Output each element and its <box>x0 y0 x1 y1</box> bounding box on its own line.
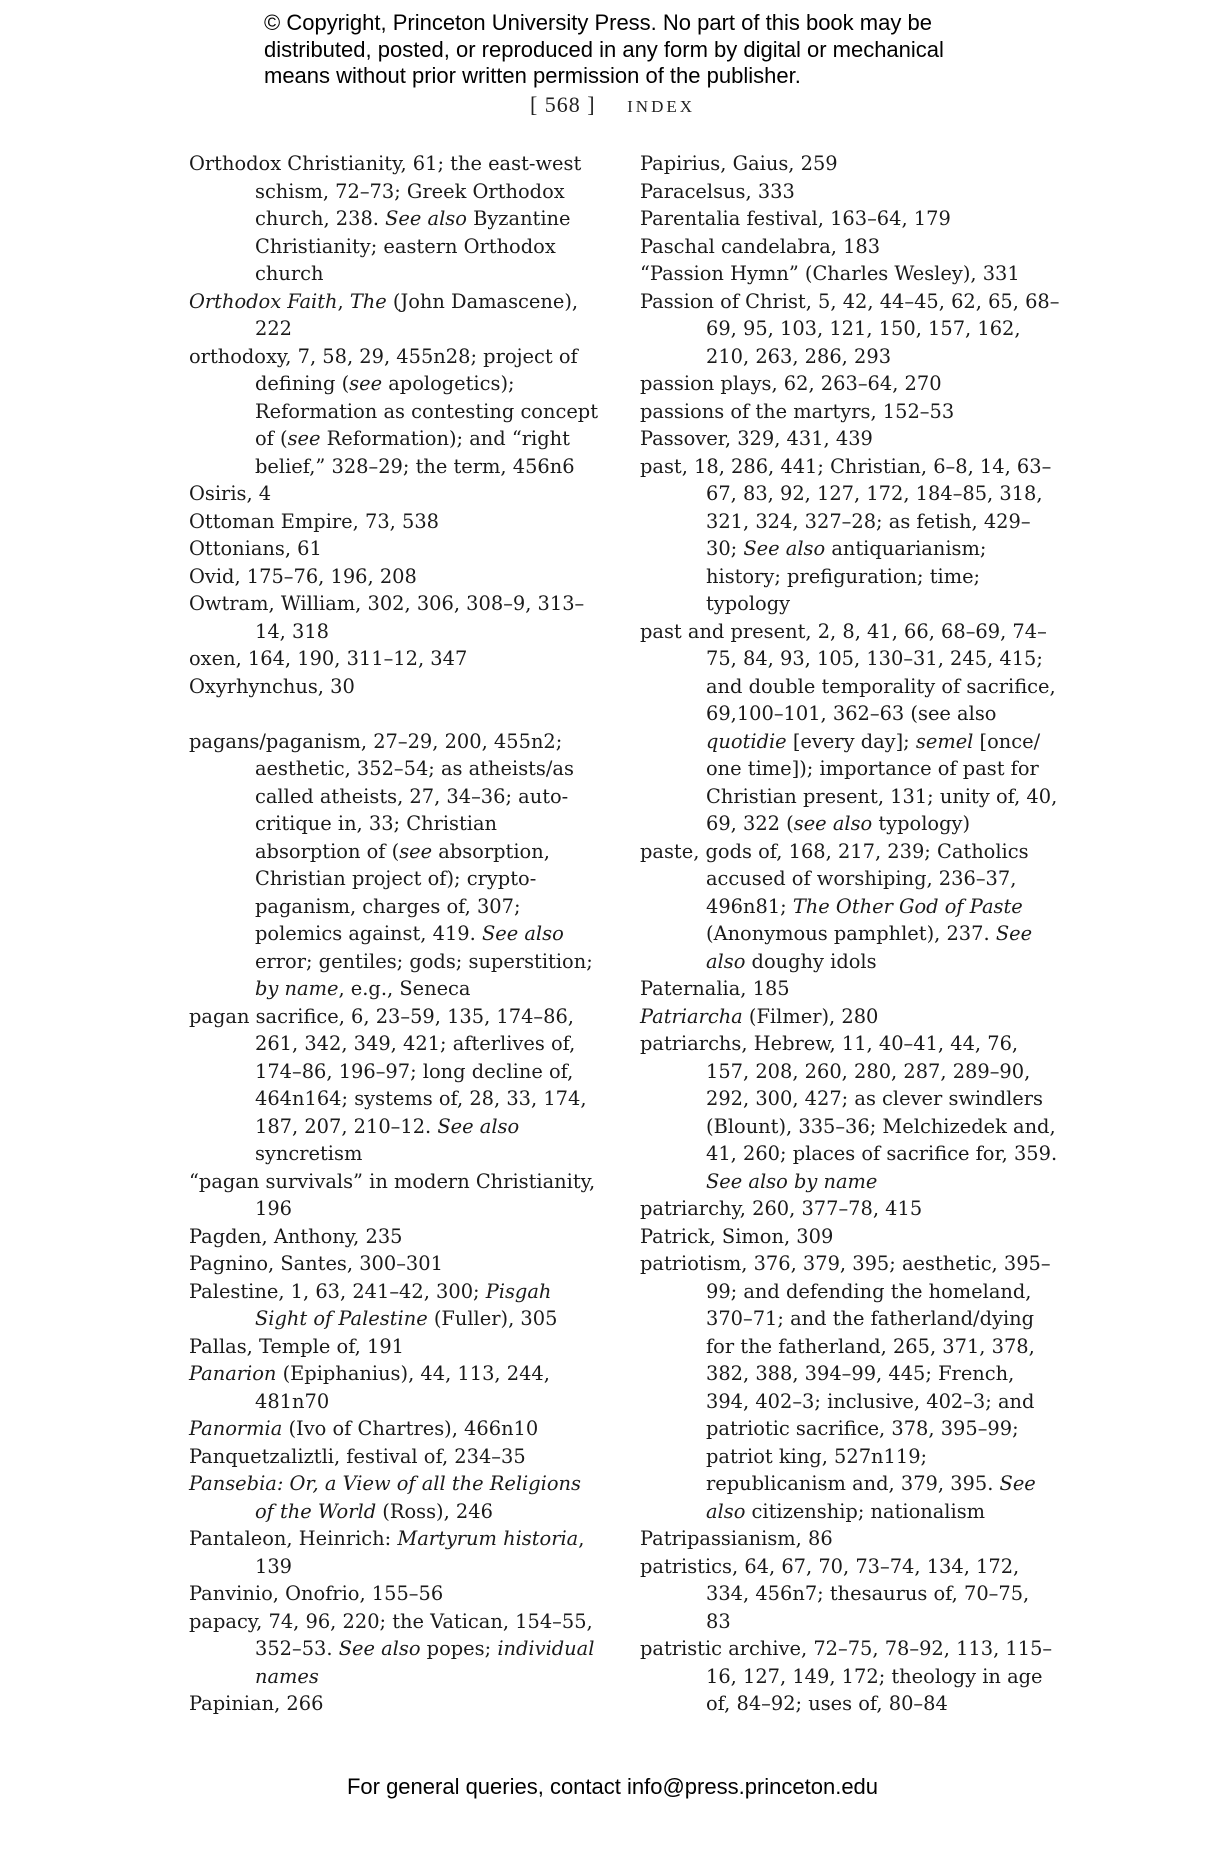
index-entry: Patriarcha (Filmer), 280 <box>640 1004 879 1028</box>
index-entry: Panquetzaliztli, festival of, 234–35 <box>189 1444 526 1468</box>
index-entry: patristics, 64, 67, 70, 73–74, 134, 172, 334, 456n7; thesaurus of, 70–75, 83 <box>640 1554 1030 1633</box>
index-entry: patriotism, 376, 379, 395; aesthetic, 395–99; and defending the homeland, 370–71; and the fatherland/dying for the fatherland, 265, 371, 378, 382, 388, 394–99, 445; French, 394, 402–3; inclusive, 402–3; and patriotic sacrifice, 378, 395–99; patriot king, 527n119; republicanism and, 379, 395. See also citizenship; nationalism <box>640 1252 1051 1523</box>
index-entry: Paschal candelabra, 183 <box>640 234 881 258</box>
page-number: [ 568 ] <box>529 92 596 117</box>
index-entry: Ottoman Empire, 73, 538 <box>189 509 439 533</box>
index-entry: Parentalia festival, 163–64, 179 <box>640 207 951 230</box>
index-entry: Palestine, 1, 63, 241–42, 300; Pisgah Sight of Palestine (Fuller), 305 <box>189 1279 558 1330</box>
index-entry: Passion of Christ, 5, 42, 44–45, 62, 65, 68–69, 95, 103, 121, 150, 157, 162, 210, 263, 286, 293 <box>640 289 1060 368</box>
copyright-line: © Copyright, Princeton University Press. No part of this book may be <box>264 10 932 35</box>
index-entry: Paracelsus, 333 <box>640 179 795 203</box>
index-entry: Passover, 329, 431, 439 <box>640 427 873 450</box>
index-entry: Patrick, Simon, 309 <box>640 1224 834 1248</box>
index-entry: passions of the martyrs, 152–53 <box>640 399 955 423</box>
index-entry: Panvinio, Onofrio, 155–56 <box>189 1582 444 1605</box>
index-entry: “pagan survivals” in modern Christianity, 196 <box>189 1169 596 1220</box>
index-entry: Osiris, 4 <box>189 482 272 505</box>
index-entry: orthodoxy, 7, 58, 29, 455n28; project of defining (see apologetics); Reformation as contesting concept of (see Reformation); and “right belief,” 328–29; the term, 456n6 <box>189 344 599 478</box>
index-entry: passion plays, 62, 263–64, 270 <box>640 372 942 395</box>
index-entry: Papinian, 266 <box>189 1692 324 1715</box>
index-letter-gap <box>189 700 599 728</box>
index-entry: Ovid, 175–76, 196, 208 <box>189 564 417 588</box>
index-entry: pagans/paganism, 27–29, 200, 455n2; aesthetic, 352–54; as atheists/as called atheists, 27, 34–36; auto-critique in, 33; Christian absorption of (see absorption, Christian project of); crypto-paganism, charges of, 307; polemics against, 419. See also error; gentiles; gods; superstition; by name, e.g., Seneca <box>189 729 593 1000</box>
index-entry: Oxyrhynchus, 30 <box>189 674 355 698</box>
index-entry: Panarion (Epiphanius), 44, 113, 244, 481n70 <box>189 1362 550 1413</box>
index-entry: pagan sacrifice, 6, 23–59, 135, 174–86, 261, 342, 349, 421; afterlives of, 174–86, 196–97; long decline of, 464n164; systems of, 28, 33, 174, 187, 207, 210–12. See also syncretism <box>189 1004 587 1165</box>
index-entry: Paternalia, 185 <box>640 977 790 1000</box>
index-entry: Pantaleon, Heinrich: Martyrum historia, 139 <box>189 1527 585 1578</box>
index-entry: Pagnino, Santes, 300–301 <box>189 1252 443 1275</box>
index-entry: patriarchs, Hebrew, 11, 40–41, 44, 76, 157, 208, 260, 280, 287, 289–90, 292, 300, 427; as clever swindlers (Blount), 335–36; Melchizedek and, 41, 260; places of sacrifice for, 359. See also by name <box>640 1032 1058 1193</box>
copyright-notice <box>264 10 984 90</box>
index-entry: paste, gods of, 168, 217, 239; Catholics accused of worshiping, 236–37, 496n81; The Other God of Paste (Anonymous pamphlet), 237. See also doughy idols <box>640 839 1033 973</box>
index-entry: Pagden, Anthony, 235 <box>189 1224 403 1248</box>
index-entry: “Passion Hymn” (Charles Wesley), 331 <box>640 262 1020 285</box>
index-entry: Papirius, Gaius, 259 <box>640 152 838 175</box>
index-column-right <box>640 150 1060 1718</box>
index-entry: Pansebia: Or, a View of all the Religions of the World (Ross), 246 <box>189 1472 581 1523</box>
index-entry: Orthodox Faith, The (John Damascene), 222 <box>189 289 579 340</box>
index-entry: Patripassianism, 86 <box>640 1527 833 1550</box>
footer-contact: For general queries, contact info@press.princeton.edu <box>346 1774 879 1799</box>
index-entry: Pallas, Temple of, 191 <box>189 1334 405 1358</box>
copyright-line: means without prior written permission of the publisher. <box>264 63 801 88</box>
index-entry: papacy, 74, 96, 220; the Vatican, 154–55, 352–53. See also popes; individual names <box>189 1609 595 1688</box>
index-entry: past and present, 2, 8, 41, 66, 68–69, 74–75, 84, 93, 105, 130–31, 245, 415; and double temporality of sacrifice, 69,100–101, 362–63 (see also quotidie [every day]; semel [once/ one time]); importance of past for Christian present, 131; unity of, 40, 69, 322 (see also typology) <box>640 619 1058 835</box>
copyright-line: distributed, posted, or reproduced in any form by digital or mechanical <box>264 36 944 62</box>
section-title: INDEX <box>627 97 696 116</box>
index-entry: patriarchy, 260, 377–78, 415 <box>640 1197 923 1220</box>
index-entry: oxen, 164, 190, 311–12, 347 <box>189 647 468 670</box>
index-entry: past, 18, 286, 441; Christian, 6–8, 14, 63–67, 83, 92, 127, 172, 184–85, 318, 321, 324, 327–28; as fetish, 429–30; See also antiquarianism; history; prefiguration; time; typology <box>640 454 1052 615</box>
index-entry: Panormia (Ivo of Chartres), 466n10 <box>189 1417 539 1440</box>
index-column-left <box>189 150 599 1718</box>
running-head <box>0 92 1225 118</box>
index-entry: Orthodox Christianity, 61; the east-west schism, 72–73; Greek Orthodox church, 238. See also Byzantine Christianity; eastern Orthodox church <box>189 152 582 285</box>
index-entry: patristic archive, 72–75, 78–92, 113, 115–16, 127, 149, 172; theology in age of, 84–92; uses of, 80–84 <box>640 1637 1053 1715</box>
index-entry: Ottonians, 61 <box>189 537 322 560</box>
index-entry: Owtram, William, 302, 306, 308–9, 313–14, 318 <box>189 592 585 643</box>
